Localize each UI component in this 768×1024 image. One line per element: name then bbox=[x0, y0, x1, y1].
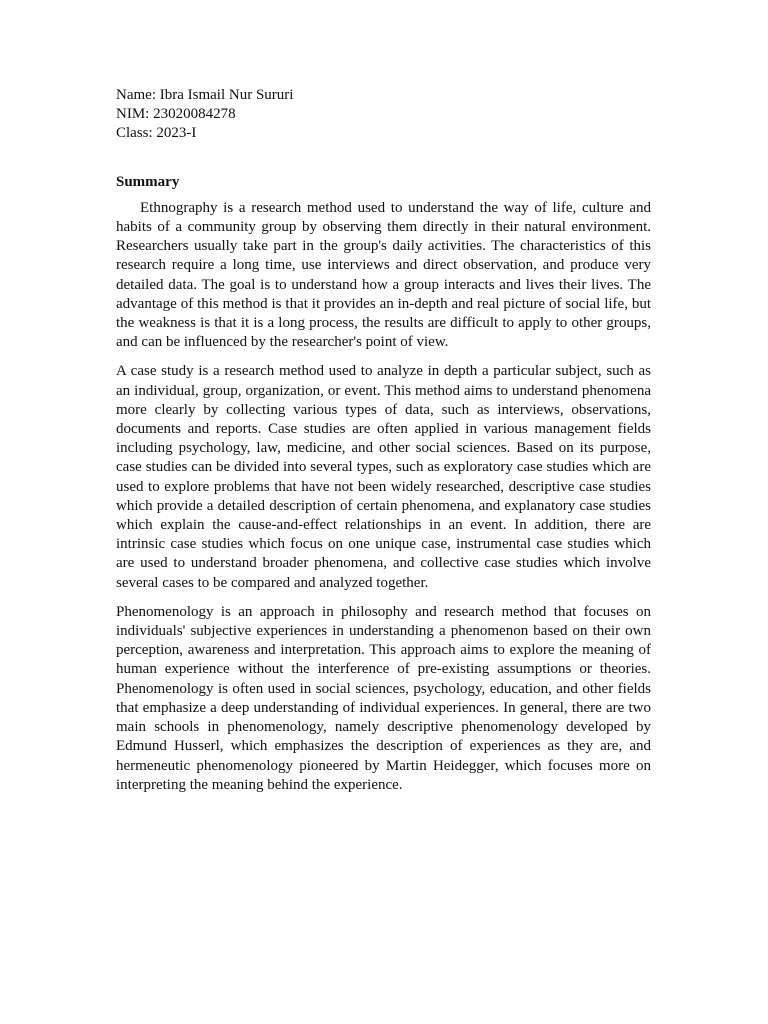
student-info bbox=[116, 86, 651, 144]
paragraph-ethnography: Ethnography is a research method used to understand the way of life, culture and habits of a community group by observing them directly in their natural environment. Researchers usually take part in the group's daily activities. The characteristics of this research require a long time, use interviews and direct observation, and produce very detailed data. The goal is to understand how a group interacts and lives their lives. The advantage of this method is that it provides an in-depth and real picture of social life, but the weakness is that it is a long process, the results are difficult to apply to other groups, and can be influenced by the researcher's point of view. bbox=[116, 199, 651, 351]
student-name: Name: Ibra Ismail Nur Sururi bbox=[116, 87, 294, 103]
student-nim: NIM: 23020084278 bbox=[116, 106, 236, 123]
section-title: Summary bbox=[116, 173, 180, 190]
student-class: Class: 2023-I bbox=[116, 125, 197, 142]
document-page bbox=[116, 86, 651, 805]
paragraph-case-study: A case study is a research method used to analyze in depth a particular subject, such as an individual, group, organization, or event. This method aims to understand phenomena more clearly by collecting various types of data, such as interviews, observations, documents and reports. Case studies are often applied in various management fields including psychology, law, medicine, and other social sciences. Based on its purpose, case studies can be divided into several types, such as exploratory case studies which are used to explore problems that have not been widely researched, descriptive case studies which provide a detailed description of certain phenomena, and explanatory case studies which explain the cause-and-effect relationships in an event. In addition, there are intrinsic case studies which focus on one unique case, instrumental case studies which are used to understand broader phenomena, and collective case studies which involve several cases to be compared and analyzed together. bbox=[116, 363, 651, 591]
paragraph-phenomenology: Phenomenology is an approach in philosophy and research method that focuses on individuals' subjective experiences in understanding a phenomenon based on their own perception, awareness and interpretation. This approach aims to explore the meaning of human experience without the interference of pre-existing assumptions or theories. Phenomenology is often used in social sciences, psychology, education, and other fields that emphasize a deep understanding of individual experiences. In general, there are two main schools in phenomenology, namely descriptive phenomenology developed by Edmund Husserl, which emphasizes the description of experiences as they are, and hermeneutic phenomenology pioneered by Martin Heidegger, which focuses more on interpreting the meaning behind the experience. bbox=[116, 603, 651, 793]
